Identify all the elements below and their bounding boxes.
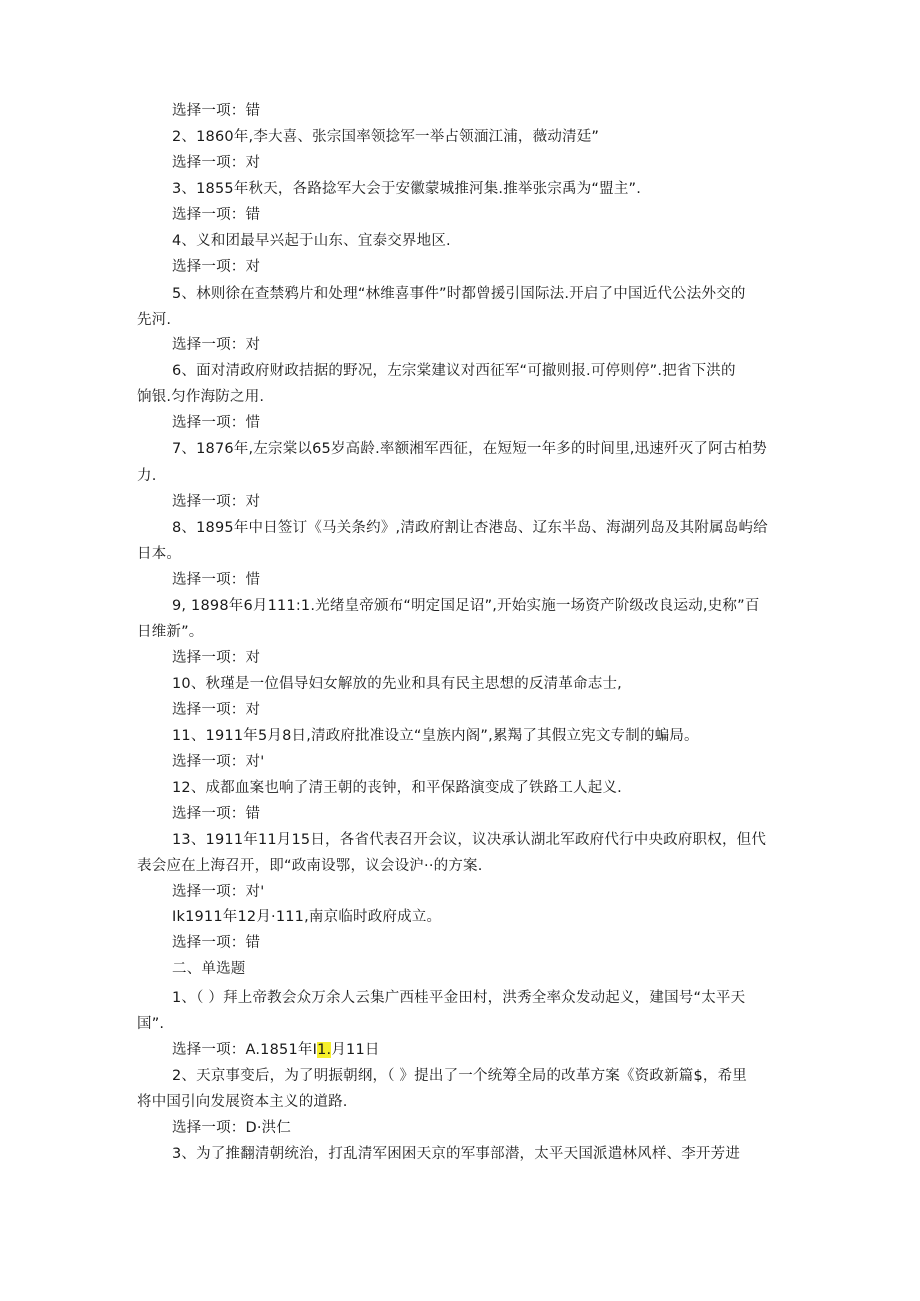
question-continuation: 日本。: [137, 546, 182, 562]
question-line: 9, 1898年6月111:1.光绪皇帝颁布“明定国足诏”,开始实施一场资产阶级改良运动,史称”百: [172, 598, 760, 614]
question-line: 10、秋瑾是一位倡导妇女解放的先业和具有民主思想的反清革命志士,: [172, 676, 622, 692]
question-continuation: 力.: [137, 468, 157, 484]
question-line: 8、1895年中日签订《马关条约》,清政府割让杏港岛、辽东半岛、海湖列岛及其附属岛屿给: [172, 520, 768, 536]
question-continuation: 日维新”。: [137, 624, 204, 640]
question-line: 13、1911年11月15日，各省代表召开会议，议决承认湖北军政府代行中央政府职权，但代: [172, 832, 767, 848]
question-line: 2、天京事变后，为了明振朝纲，（ 》提出了一个统筹全局的改革方案《资政新篇$，希里: [172, 1068, 748, 1084]
question-line: 2、1860年,李大喜、张宗国率领捻军一举占领湎江浦，薇动清廷”: [172, 129, 600, 145]
question-line: 12、成都血案也响了清王朝的丧钟，和平保路演变成了铁路工人起义.: [172, 780, 622, 796]
answer-line: 选择一项：惜: [172, 415, 261, 431]
question-line: 6、面对清政府财政拮据的野况，左宗棠建议对西征军“可撤则报.可停则停”.把省下洪的: [172, 363, 736, 379]
answer-line: 选择一项：对': [172, 884, 265, 900]
answer-line: 选择一项：惜: [172, 572, 261, 588]
answer-line: 选择一项：对: [172, 494, 261, 510]
answer-line: 选择一项：对: [172, 702, 261, 718]
answer-line: 选择一项：错: [172, 207, 261, 223]
question-line: 5、林则徐在查禁鸦片和处理“林维喜事件”时都曾援引国际法.开启了中国近代公法外交的: [172, 286, 746, 302]
question-continuation: 表会应在上海召开，即“政南设鄂，议会设沪··的方案.: [137, 858, 483, 874]
question-line: 7、1876年,左宗棠以65岁高龄.率额湘军西征，在短短一年多的时间里,迅速歼灭了阿古柏势: [172, 441, 767, 457]
answer-line: [172, 1040, 380, 1060]
question-line: 11、1911年5月8日,清政府批准设立“皇族内阁”,累羯了其假立宪文专制的蝙局。: [172, 728, 699, 744]
question-continuation: 先河.: [137, 312, 172, 328]
question-line: 3、1855年秋天，各路捻军大会于安徽蒙城推河集.推举张宗禹为“盟主”.: [172, 181, 642, 197]
answer-line: 选择一项：对: [172, 337, 261, 353]
answer-line: 选择一项：对: [172, 155, 261, 171]
question-continuation: 国”.: [137, 1016, 165, 1032]
question-continuation: 饷银.匀作海防之用.: [137, 389, 265, 405]
question-line: 3、为了推翻清朝统治，打乱清军困困天京的军事部潜，太平天国派遣林风样、李开芳进: [172, 1146, 741, 1162]
answer-line: 选择一项：D·洪仁: [172, 1120, 292, 1136]
section-heading: 二、单选题: [172, 961, 246, 977]
highlighted-text: 1.: [317, 1042, 332, 1058]
answer-line: 选择一项：对: [172, 259, 261, 275]
answer-line: 选择一项：错: [172, 103, 261, 119]
answer-line: 选择一项：对: [172, 650, 261, 666]
question-continuation: 将中国引向发展资本主义的道路.: [137, 1094, 348, 1110]
question-line: 1、（ ）拜上帝教会众万余人云集广西桂平金田村，洪秀全率众发动起义，建国号“太平天: [172, 990, 746, 1006]
answer-line: 选择一项：错: [172, 935, 261, 951]
answer-line: 选择一项：错: [172, 806, 261, 822]
answer-line: 选择一项：对': [172, 754, 265, 770]
question-line: 4、义和团最早兴起于山东、宜泰交界地区.: [172, 233, 451, 249]
answer-text: 选择一项：A.1851年I: [172, 1042, 318, 1058]
answer-text: 月11日: [331, 1042, 380, 1058]
question-line: Ik1911年12月·111,南京临时政府成立。: [172, 909, 442, 925]
